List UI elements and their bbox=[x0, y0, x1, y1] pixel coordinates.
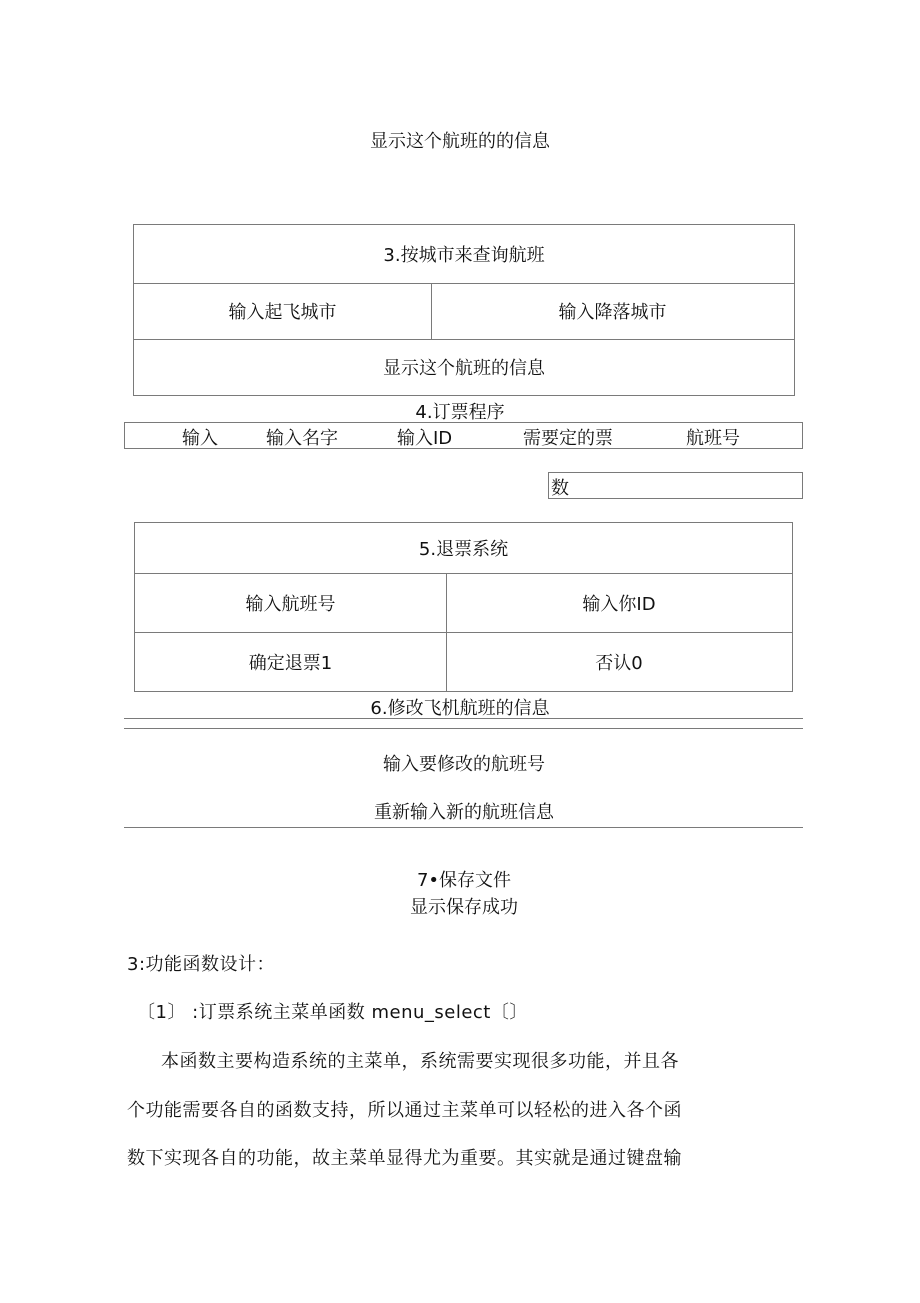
paragraph-line-1: 本函数主要构造系统的主菜单，系统需要实现很多功能，并且各 bbox=[161, 1051, 679, 1072]
paragraph-line-3: 数下实现各自的功能，故主菜单显得尤为重要。其实就是通过键盘输 bbox=[127, 1148, 682, 1169]
booking-fields-row bbox=[124, 422, 803, 449]
section5-table bbox=[134, 522, 793, 692]
input-flight-number: 输入航班号 bbox=[245, 593, 336, 615]
section3-title: 3.按城市来查询航班 bbox=[383, 245, 545, 266]
input-departure-city: 输入起飞城市 bbox=[228, 302, 337, 323]
field-ticket-count: 需要定的票 bbox=[523, 428, 613, 449]
section5-title: 5.退票系统 bbox=[418, 539, 509, 560]
section3-table bbox=[133, 224, 795, 396]
field-id: 输入ID bbox=[397, 428, 453, 449]
display-flight-info: 显示这个航班的信息 bbox=[383, 358, 545, 379]
section6-title: 6.修改飞机航班的信息 bbox=[370, 698, 550, 719]
booking-overflow-cell bbox=[548, 472, 803, 499]
save-success-text: 显示保存成功 bbox=[410, 897, 518, 918]
divider bbox=[124, 718, 803, 719]
section7-title: 7•保存文件 bbox=[416, 870, 512, 891]
confirm-refund: 确定退票1 bbox=[248, 652, 333, 674]
field-flight-number: 航班号 bbox=[686, 428, 740, 449]
divider bbox=[124, 728, 803, 729]
input-user-id: 输入你ID bbox=[582, 593, 656, 615]
design-heading: 3:功能函数设计： bbox=[127, 954, 276, 975]
deny-refund: 否认0 bbox=[595, 652, 643, 674]
design-item-1: 〔1〕 :订票系统主菜单函数 menu_select〔〕 bbox=[137, 1002, 528, 1023]
input-arrival-city: 输入降落城市 bbox=[558, 302, 667, 323]
input-modify-flight: 输入要修改的航班号 bbox=[383, 754, 545, 775]
section4-title: 4.订票程序 bbox=[415, 402, 505, 423]
reinput-flight-info: 重新输入新的航班信息 bbox=[374, 802, 554, 823]
paragraph-line-2: 个功能需要各自的函数支持，所以通过主菜单可以轻松的进入各个函 bbox=[127, 1100, 682, 1121]
overflow-text: 数 bbox=[551, 478, 569, 499]
divider bbox=[124, 827, 803, 828]
field-name: 输入名字 bbox=[266, 428, 338, 449]
field-input: 输入 bbox=[182, 428, 218, 449]
top-display-text: 显示这个航班的的信息 bbox=[370, 131, 550, 152]
